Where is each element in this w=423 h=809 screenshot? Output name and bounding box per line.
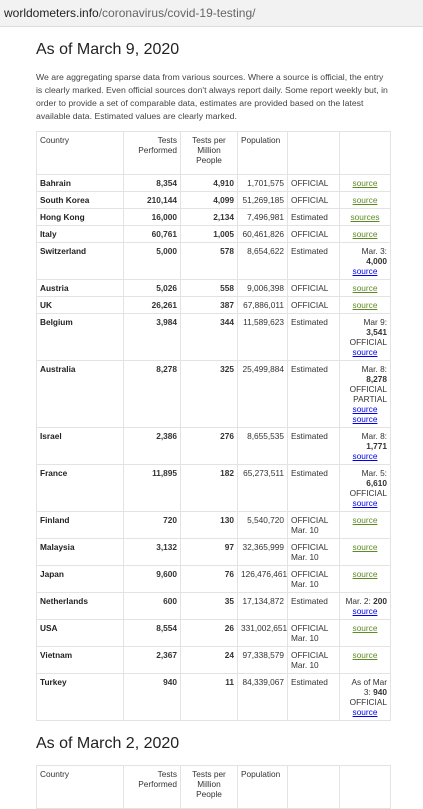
source-link[interactable]: source	[352, 623, 378, 633]
note-value: 8,278	[366, 374, 387, 384]
note-date: Mar. 8:	[361, 364, 387, 374]
source-link[interactable]: source	[352, 229, 378, 239]
tests-performed-cell: 720	[124, 512, 181, 539]
table-row	[37, 593, 391, 620]
table-row	[37, 297, 391, 314]
source-cell	[340, 465, 391, 512]
table-header-row	[37, 132, 391, 175]
report-note	[343, 596, 387, 606]
source-link[interactable]: source	[352, 569, 378, 579]
page-content	[0, 41, 423, 809]
tests-performed-cell: 16,000	[124, 209, 181, 226]
source-cell	[340, 428, 391, 465]
status-cell: Estimated	[288, 674, 340, 721]
population-cell: 67,886,011	[238, 297, 288, 314]
tests-performed-cell: 26,261	[124, 297, 181, 314]
tests-per-million-cell: 1,005	[181, 226, 238, 243]
country-cell: Vietnam	[37, 647, 124, 674]
header-source	[340, 766, 391, 809]
source-cell	[340, 243, 391, 280]
url-host: worldometers.info	[4, 6, 99, 20]
population-cell: 11,589,623	[238, 314, 288, 361]
tests-per-million-cell: 276	[181, 428, 238, 465]
tests-per-million-cell: 35	[181, 593, 238, 620]
status-cell: OFFICIAL Mar. 10	[288, 539, 340, 566]
tests-per-million-cell: 130	[181, 512, 238, 539]
section-heading-march-9: As of March 9, 2020	[36, 41, 180, 58]
tests-per-million-cell: 26	[181, 620, 238, 647]
tests-per-million-cell: 182	[181, 465, 238, 512]
status-cell: OFFICIAL Mar. 10	[288, 620, 340, 647]
tests-per-million-cell: 4,099	[181, 192, 238, 209]
country-cell: Belgium	[37, 314, 124, 361]
source-cell	[340, 539, 391, 566]
note-value: 1,771	[366, 441, 387, 451]
tests-performed-cell: 2,386	[124, 428, 181, 465]
source-cell	[340, 226, 391, 243]
country-cell: Australia	[37, 361, 124, 428]
note-status: OFFICIAL PARTIAL	[349, 384, 387, 404]
country-cell: Hong Kong	[37, 209, 124, 226]
note-status: OFFICIAL	[349, 337, 387, 347]
source-link[interactable]: source	[352, 347, 378, 357]
table-row	[37, 566, 391, 593]
source-link[interactable]: sources	[350, 212, 380, 222]
tests-performed-cell: 60,761	[124, 226, 181, 243]
url-bar[interactable]	[0, 0, 423, 27]
source-cell	[340, 620, 391, 647]
source-cell	[340, 297, 391, 314]
source-link[interactable]: source	[352, 498, 378, 508]
header-tests-performed: Tests Performed	[124, 766, 181, 809]
source-cell	[340, 647, 391, 674]
table-row	[37, 428, 391, 465]
country-cell: Japan	[37, 566, 124, 593]
note-value: 4,000	[366, 256, 387, 266]
tests-performed-cell: 2,367	[124, 647, 181, 674]
population-cell: 32,365,999	[238, 539, 288, 566]
note-date: Mar. 5:	[361, 468, 387, 478]
population-cell: 25,499,884	[238, 361, 288, 428]
source-cell	[340, 192, 391, 209]
country-cell: UK	[37, 297, 124, 314]
source-link[interactable]: source	[352, 707, 378, 717]
population-cell: 8,655,535	[238, 428, 288, 465]
source-link[interactable]: source	[352, 451, 378, 461]
status-cell: Estimated	[288, 361, 340, 428]
header-tests-performed: Tests Performed	[124, 132, 181, 175]
country-cell: Malaysia	[37, 539, 124, 566]
status-cell: OFFICIAL Mar. 10	[288, 647, 340, 674]
source-cell	[340, 512, 391, 539]
table-row	[37, 226, 391, 243]
tests-performed-cell: 8,354	[124, 175, 181, 192]
header-tests-per-million: Tests per Million People	[181, 132, 238, 175]
tests-per-million-cell: 558	[181, 280, 238, 297]
tests-per-million-cell: 11	[181, 674, 238, 721]
header-status	[288, 766, 340, 809]
table-row	[37, 243, 391, 280]
source-link[interactable]: source	[352, 404, 378, 414]
table-row	[37, 465, 391, 512]
status-cell: OFFICIAL	[288, 280, 340, 297]
table-row	[37, 209, 391, 226]
tests-performed-cell: 3,984	[124, 314, 181, 361]
country-cell: Turkey	[37, 674, 124, 721]
intro-paragraph: We are aggregating sparse data from various sources. Where a source is official, the entry is clearly marked. Even official sources don't always report daily. Some report weekly but, in order to provide a set of comparable data, estimates are provided based on the latest available data. Estimated values are clearly marked.	[36, 72, 388, 121]
note-date: As of Mar 3:	[351, 677, 387, 697]
source-link[interactable]: source	[352, 650, 378, 660]
report-note	[343, 677, 387, 707]
country-cell: Bahrain	[37, 175, 124, 192]
tests-performed-cell: 5,000	[124, 243, 181, 280]
table-row	[37, 647, 391, 674]
source-cell	[340, 175, 391, 192]
source-cell	[340, 209, 391, 226]
tests-per-million-cell: 344	[181, 314, 238, 361]
tests-performed-cell: 600	[124, 593, 181, 620]
country-cell: Israel	[37, 428, 124, 465]
table-row	[37, 620, 391, 647]
source-link[interactable]: source	[352, 266, 378, 276]
source-cell	[340, 361, 391, 428]
country-cell: South Korea	[37, 192, 124, 209]
population-cell: 1,701,575	[238, 175, 288, 192]
source-cell	[340, 566, 391, 593]
tests-performed-cell: 8,278	[124, 361, 181, 428]
note-value: 3,541	[366, 327, 387, 337]
status-cell: OFFICIAL Mar. 10	[288, 512, 340, 539]
header-country: Country	[37, 132, 124, 175]
tests-per-million-cell: 578	[181, 243, 238, 280]
header-source	[340, 132, 391, 175]
source-link[interactable]: source	[352, 606, 378, 616]
source-link[interactable]: source	[352, 515, 378, 525]
source-cell	[340, 280, 391, 297]
tests-per-million-cell: 4,910	[181, 175, 238, 192]
population-cell: 331,002,651	[238, 620, 288, 647]
population-cell: 8,654,622	[238, 243, 288, 280]
population-cell: 7,496,981	[238, 209, 288, 226]
table-row	[37, 192, 391, 209]
source-cell	[340, 674, 391, 721]
header-population: Population	[238, 132, 288, 175]
header-tests-per-million: Tests per Million People	[181, 766, 238, 809]
report-note	[343, 246, 387, 266]
country-cell: USA	[37, 620, 124, 647]
country-cell: Finland	[37, 512, 124, 539]
url-path: /coronavirus/covid-19-testing/	[98, 6, 256, 20]
note-status: OFFICIAL	[349, 697, 387, 707]
source-cell	[340, 314, 391, 361]
header-status	[288, 132, 340, 175]
country-cell: Switzerland	[37, 243, 124, 280]
source-link[interactable]: source	[352, 283, 378, 293]
tests-performed-cell: 3,132	[124, 539, 181, 566]
table-row	[37, 175, 391, 192]
population-cell: 126,476,461	[238, 566, 288, 593]
note-date: Mar 9:	[363, 317, 387, 327]
note-date: Mar. 3:	[361, 246, 387, 256]
population-cell: 9,006,398	[238, 280, 288, 297]
tests-performed-cell: 940	[124, 674, 181, 721]
header-country: Country	[37, 766, 124, 809]
section-heading-march-2: As of March 2, 2020	[36, 735, 180, 752]
status-cell: OFFICIAL Mar. 10	[288, 566, 340, 593]
table-row	[37, 280, 391, 297]
tests-per-million-cell: 97	[181, 539, 238, 566]
population-cell: 17,134,872	[238, 593, 288, 620]
tests-per-million-cell: 325	[181, 361, 238, 428]
population-cell: 51,269,185	[238, 192, 288, 209]
report-note	[343, 468, 387, 498]
status-cell: Estimated	[288, 593, 340, 620]
status-cell: Estimated	[288, 243, 340, 280]
status-cell: OFFICIAL	[288, 226, 340, 243]
population-cell: 60,461,826	[238, 226, 288, 243]
note-value: 940	[373, 687, 387, 697]
report-note	[343, 431, 387, 451]
population-cell: 5,540,720	[238, 512, 288, 539]
testing-table-march-2	[36, 765, 391, 809]
report-note	[343, 317, 387, 347]
status-cell: OFFICIAL	[288, 175, 340, 192]
report-note	[343, 364, 387, 404]
status-cell: OFFICIAL	[288, 297, 340, 314]
tests-performed-cell: 11,895	[124, 465, 181, 512]
tests-performed-cell: 9,600	[124, 566, 181, 593]
table-row	[37, 512, 391, 539]
table-row	[37, 539, 391, 566]
source-link[interactable]: source	[352, 178, 378, 188]
tests-per-million-cell: 387	[181, 297, 238, 314]
status-cell: Estimated	[288, 428, 340, 465]
source-cell	[340, 593, 391, 620]
source-link[interactable]: source	[352, 542, 378, 552]
source-link[interactable]: source	[352, 195, 378, 205]
country-cell: Italy	[37, 226, 124, 243]
tests-per-million-cell: 76	[181, 566, 238, 593]
source-link[interactable]: source	[352, 414, 378, 424]
note-value: 6,610	[366, 478, 387, 488]
source-link[interactable]: source	[352, 300, 378, 310]
country-cell: France	[37, 465, 124, 512]
note-value: 200	[373, 596, 387, 606]
table-row	[37, 361, 391, 428]
population-cell: 84,339,067	[238, 674, 288, 721]
tests-per-million-cell: 24	[181, 647, 238, 674]
testing-table-march-9	[36, 131, 391, 721]
table-row	[37, 314, 391, 361]
status-cell: Estimated	[288, 209, 340, 226]
status-cell: OFFICIAL	[288, 192, 340, 209]
population-cell: 97,338,579	[238, 647, 288, 674]
status-cell: Estimated	[288, 465, 340, 512]
country-cell: Netherlands	[37, 593, 124, 620]
country-cell: Austria	[37, 280, 124, 297]
tests-performed-cell: 8,554	[124, 620, 181, 647]
table-row	[37, 674, 391, 721]
note-date: Mar. 2:	[345, 596, 374, 606]
tests-per-million-cell: 2,134	[181, 209, 238, 226]
tests-performed-cell: 210,144	[124, 192, 181, 209]
table-header-row	[37, 766, 391, 809]
note-status: OFFICIAL	[349, 488, 387, 498]
tests-performed-cell: 5,026	[124, 280, 181, 297]
header-population: Population	[238, 766, 288, 809]
population-cell: 65,273,511	[238, 465, 288, 512]
status-cell: Estimated	[288, 314, 340, 361]
note-date: Mar. 8:	[361, 431, 387, 441]
